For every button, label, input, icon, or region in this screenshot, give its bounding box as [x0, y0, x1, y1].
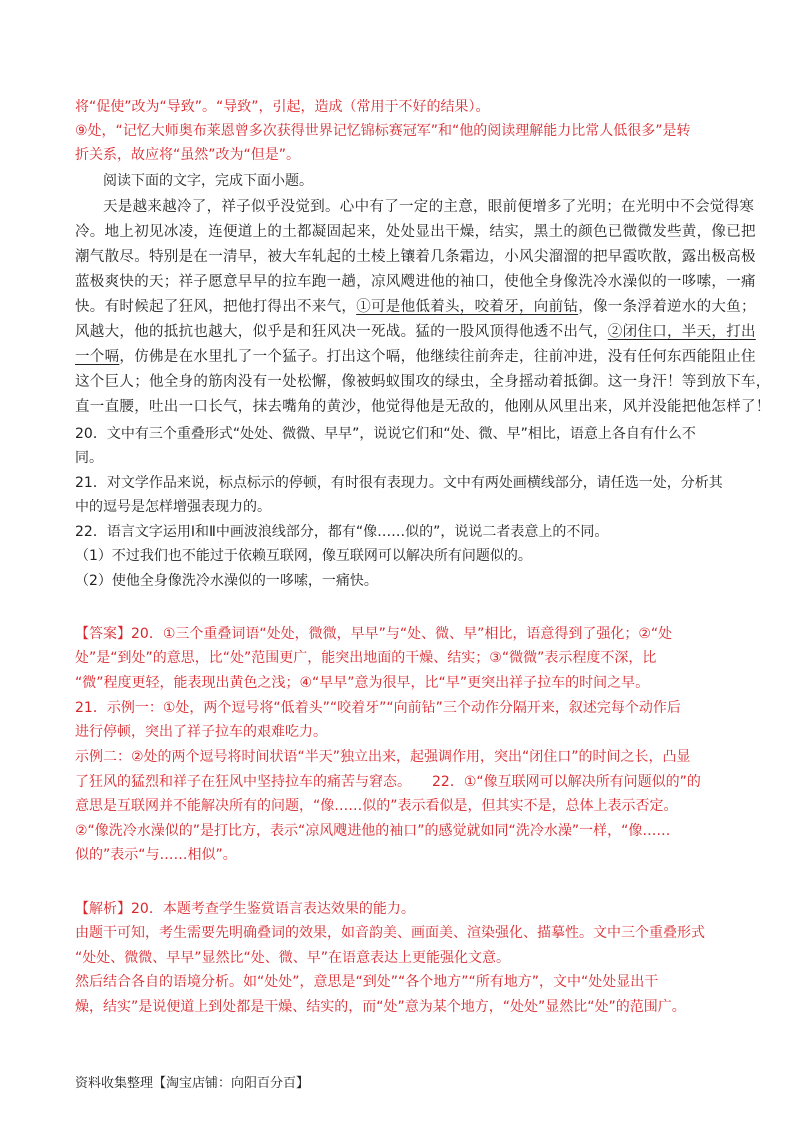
question-22: 22．语言文字运用Ⅰ和Ⅱ中画波浪线部分，都有“像……似的”，说说二者表意上的不同。 — [75, 524, 609, 540]
reading-instruction: 阅读下面的文字，完成下面小题。 — [103, 173, 313, 189]
passage-line-5 — [75, 296, 756, 318]
underlined-phrase-1: ①可是他低着头，咬着牙，向前钻 — [356, 299, 579, 315]
answer-line-2: 处”是“到处”的意思，比“处”范围更广，能突出地面的干燥、结实；③“微微”表示程度不深，比 — [75, 650, 657, 666]
analysis-line-1: 【解析】20．本题考查学生鉴赏语言表达效果的能力。 — [75, 901, 415, 917]
analysis-line-5: 燥，结实”是说便道上到处都是干燥、结实的，而“处”意为某个地方，“处处”显然比“处”的范围广。 — [75, 999, 686, 1015]
question-20-line-1: 20．文中有三个重叠形式“处处、微微、早早”，说说它们和“处、微、早”相比，语意上各自有什么不 — [75, 426, 696, 442]
answer-line-8: 意思是互联网并不能解决所有的问题，“像……似的”表示看似是，但其实不是，总体上表示否定。 — [75, 798, 678, 814]
passage-line-2: 冷。地上初见冰凌，连便道上的土都凝固起来，处处显出干燥，结实，黑土的颜色已微微发些黄，像已把 — [75, 224, 756, 240]
underlined-phrase-2-cont: 一个嗝 — [75, 349, 120, 365]
answer-line-7: 了狂风的猛烈和祥子在狂风中坚持拉车的痛苦与窘态。 22．①“像互联网可以解决所有问题似的”的 — [75, 774, 701, 790]
answer-line-10: 似的”表示“与……相似”。 — [75, 847, 237, 863]
answer-carryover-line-1: 将“促使”改为“导致”。“导致”，引起，造成（常用于不好的结果）。 — [75, 99, 490, 115]
question-22-sentence-2: （2）使他全身像洗冷水澡似的一哆嗦，一痛快。 — [75, 573, 378, 589]
passage-text: 风越大，他的抵抗也越大，似乎是和狂风决一死战。猛的一股风顶得他透不出气， — [75, 324, 608, 340]
underlined-phrase-2: ②闭住口，半天，打出 — [607, 324, 756, 340]
analysis-line-2: 由题干可知，考生需要先明确叠词的效果，如音韵美、画面美、渲染强化、描摹性。文中三个重叠形式 — [75, 925, 705, 941]
passage-text: ，仿佛是在水里扎了一个猛子。打出这个嗝，他继续往前奔走，往前冲进，没有任何东西能阻止住 — [119, 349, 756, 365]
question-22-sentence-1: （1）不过我们也不能过于依赖互联网，像互联网可以解决所有问题似的。 — [75, 548, 532, 564]
answer-line-9: ②“像洗冷水澡似的”是打比方，表示“凉风飕进他的袖口”的感觉就如同“洗冷水澡”一样，“像…… — [75, 823, 671, 839]
analysis-line-4: 然后结合各自的语境分析。如“处处”，意思是“到处”“各个地方”“所有地方”，文中“处处显出干 — [75, 974, 659, 990]
answer-line-4: 21．示例一：①处，两个逗号将“低着头”“咬着牙”“向前钻”三个动作分隔开来，叙述完每个动作后 — [75, 700, 681, 716]
answer-carryover-line-3: 折关系，故应将“虽然”改为“但是”。 — [75, 147, 301, 163]
passage-line-8: 这个巨人；他全身的筋肉没有一处松懈，像被蚂蚁围攻的绿虫，全身摇动着抵御。这一身汗！等到放下车， — [75, 374, 771, 390]
answer-carryover-line-2: ⑨处，“记忆大师奥布莱恩曾多次获得世界记忆锦标赛冠军”和“他的阅读理解能力比常人低很多”是转 — [75, 123, 691, 139]
question-21-line-2: 中的逗号是怎样增强表现力的。 — [75, 499, 271, 515]
answer-line-3: “微”程度更轻，能表现出黄色之浅；④“早早”意为很早，比“早”更突出祥子拉车的时间之早。 — [75, 675, 650, 691]
passage-text: 快。有时候起了狂风，把他打得出不来气， — [75, 299, 357, 315]
passage-line-3: 潮气散尽。特别是在一清早，被大车轧起的土棱上镶着几条霜边，小风尖溜溜的把早霞吹散，露出极高极 — [75, 249, 756, 265]
passage-line-6 — [75, 321, 756, 343]
question-21-line-1: 21．对文学作品来说，标点标示的停顿，有时很有表现力。文中有两处画横线部分，请任选一处，分析其 — [75, 475, 723, 491]
page-footer: 资料收集整理【淘宝店铺：向阳百分百】 — [75, 1076, 310, 1091]
analysis-line-3: “处处、微微、早早”显然比“处、微、早”在语意表达上更能强化文意。 — [75, 950, 511, 966]
passage-text: ，像一条浮着逆水的大鱼； — [578, 299, 756, 315]
passage-line-9: 直一直腰，吐出一口长气，抹去嘴角的黄沙，他觉得他是无敌的，他刚从风里出来，风并没能把他怎样了！ — [75, 399, 771, 415]
answer-line-6: 示例二：②处的两个逗号将时间状语“半天”独立出来，起强调作用，突出“闭住口”的时间之长，凸显 — [75, 749, 691, 765]
passage-line-7 — [75, 346, 756, 368]
answer-line-5: 进行停顿，突出了祥子拉车的艰难吃力。 — [75, 724, 327, 740]
answer-line-1: 【答案】20．①三个重叠词语“处处，微微，早早”与“处、微、早”相比，语意得到了强化；②“处 — [75, 626, 673, 642]
passage-line-1: 天是越来越冷了，祥子似乎没觉到。心中有了一定的主意，眼前便增多了光明；在光明中不会觉得寒 — [103, 199, 755, 215]
question-20-line-2: 同。 — [75, 450, 103, 466]
passage-line-4: 蓝极爽快的天；祥子愿意早早的拉车跑一趟，凉风飕进他的袖口，使他全身像洗冷水澡似的一哆嗦，一痛 — [75, 274, 756, 290]
